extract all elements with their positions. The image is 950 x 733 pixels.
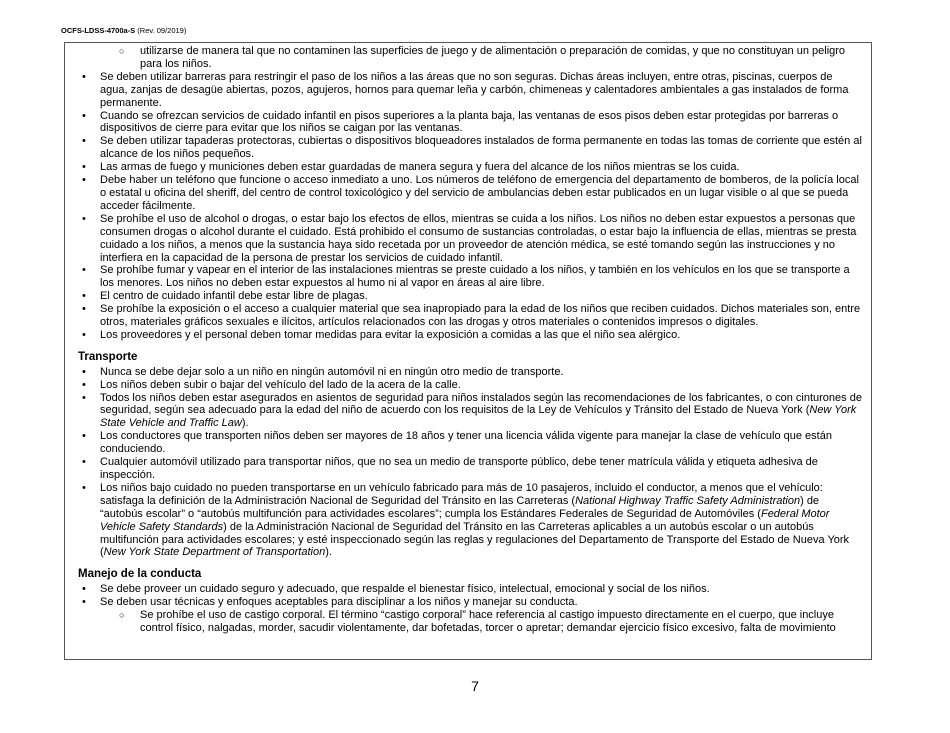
- form-identifier: [61, 26, 186, 35]
- list-item: • Todos los niños deben estar asegurados en asientos de seguridad para niños instalados según las recomendaciones de los fabricantes, o con cinturones de seguridad, según sea adecuado para la edad del niño de acuerdo con los requisitos de la Ley de Vehículos y Tránsito del Estado de Nueva York (New York State Vehicle and Traffic Law).: [82, 391, 862, 430]
- bullet-icon: •: [82, 481, 86, 494]
- bullet-icon: •: [82, 303, 86, 316]
- hollow-circle-bullet-icon: ○: [119, 46, 125, 56]
- bullet-icon: •: [82, 264, 86, 277]
- bullet-icon: •: [82, 583, 86, 596]
- bullet-icon: •: [82, 391, 86, 404]
- content-frame: [64, 42, 872, 660]
- bullet-icon: •: [82, 161, 86, 174]
- list-item: • Se prohíbe la exposición o el acceso a cualquier material que sea inapropiado para la edad de los niños que reciben cuidados. Dichos materiales son, entre otros, materiales gráficos sexuales e ilícitos, artículos relacionados con las drogas y otros materiales o contenidos impresos o digitales.: [82, 303, 861, 329]
- form-revision: (Rev. 09/2019): [137, 26, 187, 35]
- sub-list-item: ○ utilizarse de manera tal que no contaminen las superficies de juego y de alimentación o preparación de comidas, y que no constituyan un peligro para los niños.: [119, 45, 846, 70]
- sub-list-item: ○ Se prohíbe el uso de castigo corporal. El término “castigo corporal” hace referencia al castigo impuesto directamente en el cuerpo, que incluye control físico, nalgadas, morder, sacudir violentamente, dar bofetadas, torcer o apretar; demandar ejercicio físico excesivo, falta de movimiento: [119, 609, 836, 634]
- bullet-icon: •: [82, 328, 86, 341]
- bullet-icon: •: [82, 365, 86, 378]
- list-item: • Los niños bajo cuidado no pueden transportarse en un vehículo fabricado para más de 10 pasajeros, incluido el conductor, a menos que el vehículo: satisfaga la definición de la Administración Nacional de Seguridad del Tránsito en las Carreteras (National Highway Traffic Safety Administration) de “autobús escolar” o “autobús multifunción para actividades escolares”; cumpla los Estándares Federales de Seguridad de Automóviles (Federal Motor Vehicle Safety Standards) de la Administración Nacional de Seguridad del Tránsito en las Carreteras aplicables a un autobús escolar o un autobús multifunción para actividades escolares; y esté inspeccionado según las reglas y regulaciones del Departamento de Transporte del Estado de Nueva York (New York State Department of Transportation).: [82, 481, 850, 559]
- hollow-circle-bullet-icon: ○: [119, 610, 125, 621]
- section-heading-conduct: Manejo de la conducta: [78, 568, 202, 581]
- bullet-icon: •: [82, 430, 86, 443]
- bullet-icon: •: [82, 135, 86, 148]
- list-item: • Debe haber un teléfono que funcione o acceso inmediato a uno. Los números de teléfono de emergencia del departamento de bomberos, de la policía local o estatal u oficina del sheriff, del centro de control toxicológico y del servicio de ambulancias deben estar publicados en un lugar visible o al que se pueda acceder fácilmente.: [82, 174, 859, 212]
- list-item: • El centro de cuidado infantil debe estar libre de plagas.: [82, 290, 368, 303]
- bullet-icon: •: [82, 109, 86, 122]
- list-item: • Se prohíbe el uso de alcohol o drogas, o estar bajo los efectos de ellos, mientras se cuida a los niños. Los niños no deben estar expuestos a personas que consumen drogas o alcohol durante el cuidado. Está prohibido el consumo de sustancias controladas, o estar bajo la influencia de ellas, mientras se presta cuidado a los niños, a menos que la sustancia haya sido recetada por un proveedor de atención médica, se esté tomando según las instrucciones y no interfiera en la capacidad de la persona de prestar los servicios de cuidado infantil.: [82, 212, 857, 264]
- bullet-icon: •: [82, 290, 86, 303]
- list-item: • Se deben utilizar barreras para restringir el paso de los niños a las áreas que no son seguras. Dichas áreas incluyen, entre otras, piscinas, cuerpos de agua, zanjas de desagüe abiertas, pozos, agujeros, hornos para quemar leña y carbón, chimeneas y calentadores ambientales a gas instalados de forma permanente.: [82, 70, 849, 109]
- bullet-icon: •: [82, 378, 86, 391]
- document-body: [65, 43, 871, 635]
- list-item: • Los proveedores y el personal deben tomar medidas para evitar la exposición a comidas a las que el niño sea alérgico.: [82, 328, 681, 341]
- bullet-icon: •: [82, 174, 86, 187]
- bullet-icon: •: [82, 456, 86, 469]
- bullet-icon: •: [82, 212, 86, 225]
- list-item: • Se debe proveer un cuidado seguro y adecuado, que respalde el bienestar físico, intelectual, emocional y social de los niños.: [82, 583, 710, 596]
- section-heading-transport: Transporte: [78, 350, 138, 363]
- list-item: • Las armas de fuego y municiones deben estar guardadas de manera segura y fuera del alcance de los niños mientras se los cuida.: [82, 161, 740, 174]
- bullet-icon: •: [82, 596, 86, 609]
- form-code: OCFS-LDSS-4700a-S: [61, 26, 136, 35]
- list-item: • Nunca se debe dejar solo a un niño en ningún automóvil ni en ningún otro medio de transporte.: [82, 365, 564, 378]
- list-item: • Los conductores que transporten niños deben ser mayores de 18 años y tener una licencia válida vigente para manejar la clase de vehículo que están conduciendo.: [82, 430, 832, 456]
- list-item: • Cualquier automóvil utilizado para transportar niños, que no sea un medio de transporte público, debe tener matrícula válida y etiqueta adhesiva de inspección.: [82, 456, 818, 481]
- list-item: • Se deben usar técnicas y enfoques aceptables para disciplinar a los niños y manejar su conducta.: [82, 596, 578, 609]
- list-item: • Se prohíbe fumar y vapear en el interior de las instalaciones mientras se preste cuidado a los niños, y también en los vehículos en los que se transporte a los menores. Los niños no deben estar expuestos al humo ni al vapor en áreas al aire libre.: [82, 264, 850, 290]
- page-number: 7: [471, 678, 479, 694]
- list-item: • Los niños deben subir o bajar del vehículo del lado de la acera de la calle.: [82, 378, 461, 391]
- list-item: • Se deben utilizar tapaderas protectoras, cubiertas o dispositivos bloqueadores instalados de forma permanente en todas las tomas de corriente que estén al alcance de los niños pequeños.: [82, 135, 862, 161]
- bullet-icon: •: [82, 70, 86, 83]
- list-item: • Cuando se ofrezcan servicios de cuidado infantil en pisos superiores a la planta baja, las ventanas de esos pisos deben estar protegidas por barreras o dispositivos de cierre para evitar que los niños se caigan por las ventanas.: [82, 109, 839, 135]
